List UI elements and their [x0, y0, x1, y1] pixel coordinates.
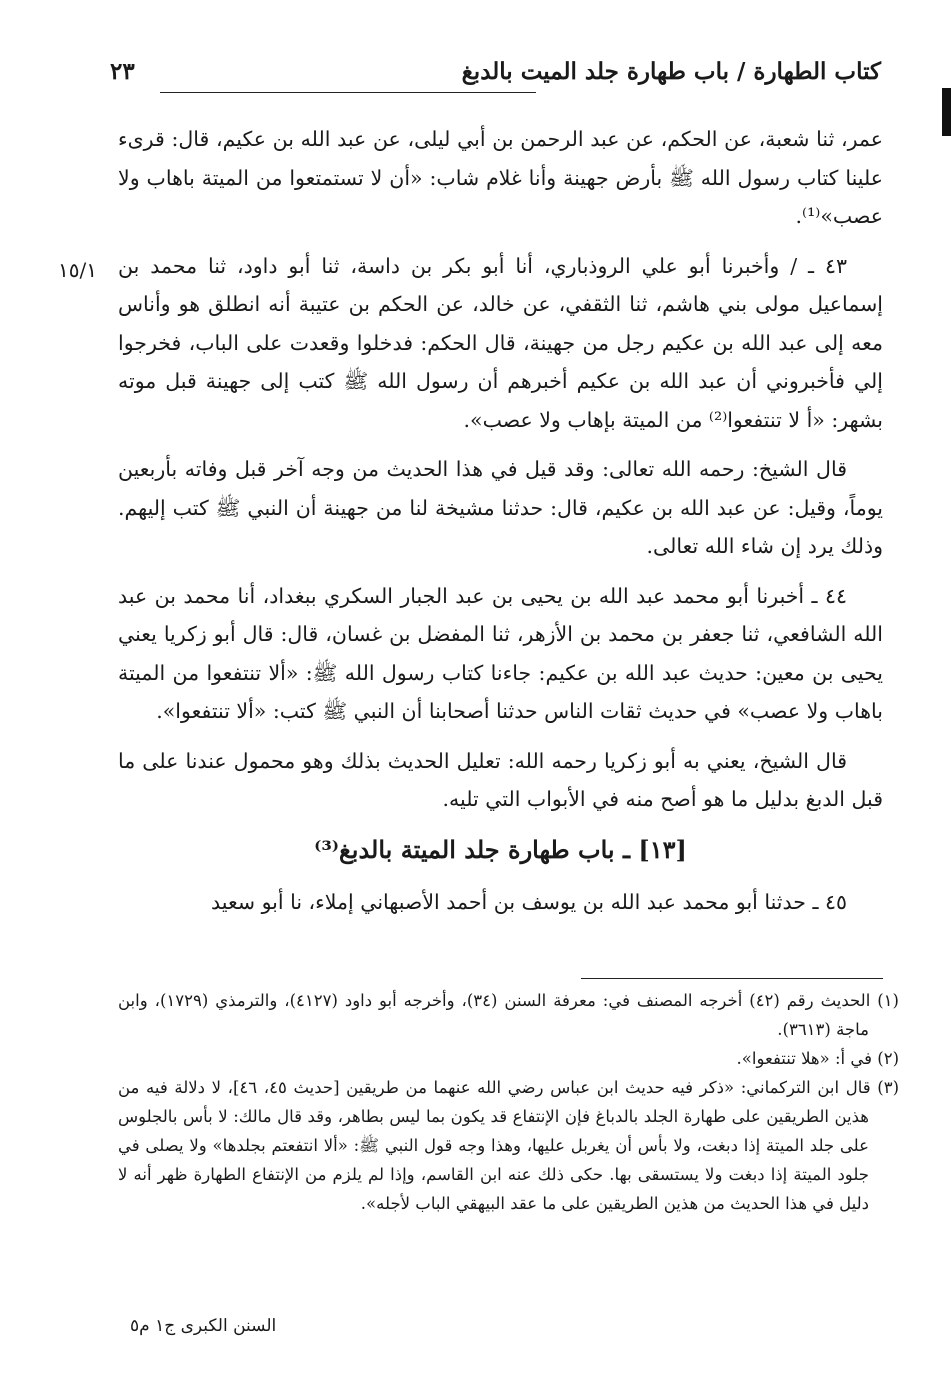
header-title: كتاب الطهارة / باب طهارة جلد الميت بالدبغ: [461, 58, 881, 85]
footnote-separator: [581, 978, 883, 979]
paragraph: عمر، ثنا شعبة، عن الحكم، عن عبد الرحمن بن أبي ليلى، عن عبد الله بن عكيم، قال: قرىء علينا كتاب رسول الله ﷺ بأرض جهينة وأنا غلام شاب: «أن لا تستمتعوا من الميتة باهاب ولا عصب»⁽¹⁾.: [118, 127, 883, 228]
paragraph: ٤٤ ـ أخبرنا أبو محمد عبد الله بن يحيى بن عبد الجبار السكري ببغداد، أنا محمد بن عبد الله الشافعي، ثنا جعفر بن محمد بن الأزهر، ثنا المفضل بن غسان، قال: قال أبو زكريا يعني يحيى بن معين: حديث عبد الله بن عكيم: جاءنا كتاب رسول الله ﷺ: «ألا تنتفعوا من الميتة باهاب ولا عصب» في حديث ثقات الناس حدثنا أصحابنا أن النبي ﷺ كتب: «ألا تنتفعوا».: [118, 583, 883, 723]
paragraph: ٤٥ ـ حدثنا أبو محمد عبد الله بن يوسف بن أحمد الأصبهاني إملاء، نا أبو سعيد: [211, 890, 847, 914]
paragraph: قال الشيخ، يعني به أبو زكريا رحمه الله: تعليل الحديث بذلك وهو محمول عندنا على ما قبل الدبغ بدليل ما هو أصح منه في الأبواب التي تليه.: [118, 748, 883, 811]
paragraph: قال الشيخ: رحمه الله تعالى: وقد قيل في هذا الحديث من وجه آخر قبل وفاته بأربعين يوماً، وقيل: عن عبد الله بن عكيم، قال: حدثنا مشيخة لنا من جهينة أن النبي ﷺ كتب إليهم. وذلك يرد إن شاء الله تعالى.: [118, 457, 883, 558]
page-footer: السنن الكبرى ج١ م٥: [130, 1316, 277, 1336]
section-title: [١٣] ـ باب طهارة جلد الميتة بالدبغ⁽³⁾: [314, 834, 687, 864]
page-edge-marker: [942, 88, 951, 136]
paragraph: ٤٣ ـ / وأخبرنا أبو علي الروذباري، أنا أبو بكر بن داسة، ثنا أبو داود، ثنا محمد بن إسماعيل مولى بني هاشم، ثنا الثقفي، عن خالد، عن الحكم بن عتيبة أنه انطلق هو وأناس معه إلى عبد الله بن عكيم رجل من جهينة، قال الحكم: فدخلوا وقعدت على الباب، فخرجوا إلي فأخبروني أن عبد الله بن عكيم أخبرهم أن رسول الله ﷺ كتب إلى جهينة قبل موته بشهر: «أ لا تنتفعوا⁽²⁾ من الميتة بإهاب ولا عصب».: [118, 253, 883, 432]
footnote: (٣) قال ابن التركماني: «ذكر فيه حديث ابن عباس رضي الله عنهما من طريقين [حديث ٤٥، ٤٦]، لا دلالة فيه من هذين الطريقين على طهارة الجلد بالدباغ فإن الإنتفاع قد يكون بما ليس بطاهر، وقد قال مالك: لا بأس بالجلوس على جلد الميتة إذا دبغت، ولا بأس أن يغربل عليها، وهذا وجه قول النبي ﷺ: «ألا انتفعتم بجلدها» ولا يصلى في جلود الميتة إذا دبغت ولا يستسقى بها. حكى ذلك عنه ابن القاسم، وإذا لم يلزم من الإنتفاع الطهارة ظهر أنه لا دليل في هذا الحديث من هذين الطريقين على ما عقد البيهقي الباب لأجله».: [118, 1078, 899, 1213]
footnotes: [118, 986, 899, 1218]
footnote: (٢) في أ: «هلا تنتفعوا».: [736, 1049, 899, 1068]
page-number: ٢٣: [110, 58, 135, 85]
footnote: (١) الحديث رقم (٤٢) أخرجه المصنف في: معرفة السنن (٣٤)، وأخرجه أبو داود (٤١٢٧)، والترمذي (١٧٢٩)، وابن ماجة (٣٦١٣).: [118, 991, 899, 1039]
main-text: [118, 120, 883, 933]
header-rule: [160, 92, 536, 93]
running-header: [110, 58, 881, 98]
manuscript-folio-ref: ١٥/١: [58, 258, 97, 282]
